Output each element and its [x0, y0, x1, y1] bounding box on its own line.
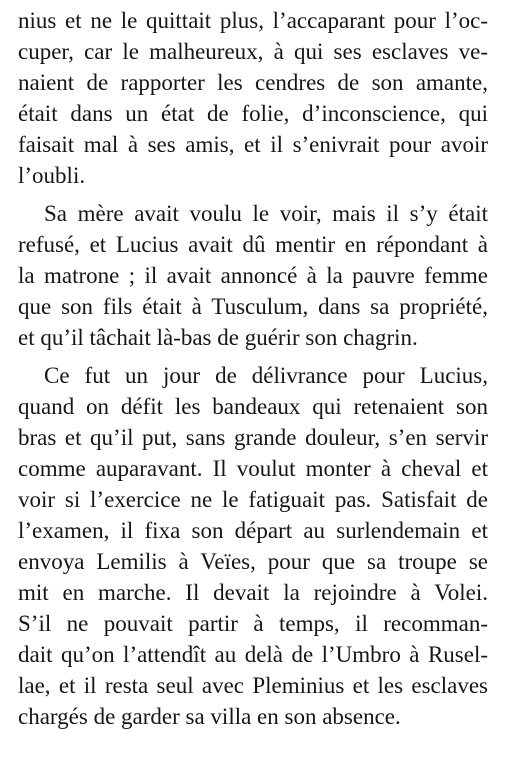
- text-line: l’examen, il fixa son départ au surlendemain et: [18, 518, 488, 543]
- text-line: mit en marche. Il devait la rejoindre à Volei.: [18, 580, 488, 605]
- text-line: l’oubli.: [18, 163, 86, 188]
- text-line: chargés de garder sa villa en son absence.: [18, 704, 401, 729]
- text-line: cuper, car le malheureux, à qui ses esclaves ve-: [18, 39, 488, 64]
- text-line: et qu’il tâchait là-bas de guérir son chagrin.: [18, 325, 418, 350]
- text-line: comme auparavant. Il voulut monter à cheval et: [18, 456, 488, 481]
- text-line: dait qu’on l’attendît au delà de l’Umbro à Rusel-: [18, 642, 488, 667]
- text-line: Sa mère avait voulu le voir, mais il s’y était: [44, 201, 488, 226]
- text-line: refusé, et Lucius avait dû mentir en répondant à: [18, 232, 488, 257]
- text-line: naient de rapporter les cendres de son amante,: [18, 70, 488, 95]
- text-line: était dans un état de folie, d’inconscience, qui: [18, 101, 488, 126]
- text-line: Ce fut un jour de délivrance pour Lucius,: [44, 363, 488, 388]
- text-line: faisait mal à ses amis, et il s’enivrait pour avoir: [18, 132, 488, 157]
- text-line: bras et qu’il put, sans grande douleur, s’en servir: [18, 425, 488, 450]
- text-line: la matrone ; il avait annoncé à la pauvre femme: [18, 263, 488, 288]
- text-line: S’il ne pouvait partir à temps, il recomman-: [18, 611, 488, 636]
- text-line: nius et ne le quittait plus, l’accaparant pour l’oc-: [18, 8, 488, 33]
- text-line: quand on défit les bandeaux qui retenaient son: [18, 394, 488, 419]
- text-line: voir si l’exercice ne le fatiguait pas. Satisfait de: [18, 487, 488, 512]
- text-line: lae, et il resta seul avec Pleminius et les esclaves: [18, 673, 488, 698]
- text-line: que son fils était à Tusculum, dans sa propriété,: [18, 294, 488, 319]
- text-line: envoya Lemilis à Veïes, pour que sa troupe se: [18, 549, 488, 574]
